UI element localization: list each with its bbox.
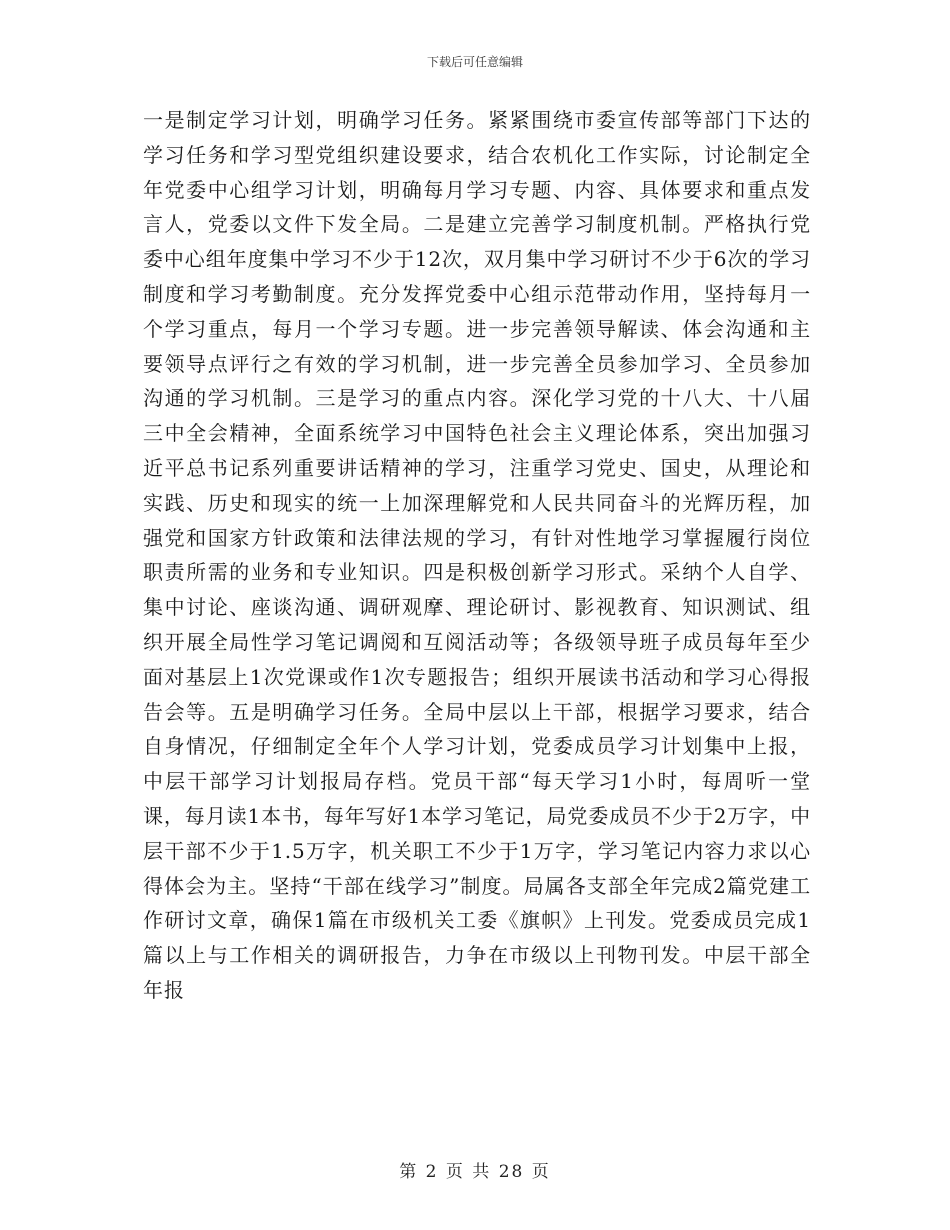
page-number: 第 2 页 共 28 页	[399, 1162, 551, 1182]
page-header: 下载后可任意编辑	[426, 55, 523, 69]
body-paragraph: 一是制定学习计划，明确学习任务。紧紧围绕市委宣传部等部门下达的学习任务和学习型党组织建设要求，结合农机化工作实际，讨论制定全年党委中心组学习计划，明确每月学习专题、内容、具体要求和重点发言人，党委以文件下发全局。二是建立完善学习制度机制。严格执行党委中心组年度集中学习不少于12次，双月集中学习研讨不少于6次的学习制度和学习考勤制度。充分发挥党委中心组示范带动作用，坚持每月一个学习重点，每月一个学习专题。进一步完善领导解读、体会沟通和主要领导点评行之有效的学习机制，进一步完善全员参加学习、全员参加沟通的学习机制。三是学习的重点内容。深化学习党的十八大、十八届三中全会精神，全面系统学习中国特色社会主义理论体系，突出加强习近平总书记系列重要讲话精神的学习，注重学习党史、国史，从理论和实践、历史和现实的统一上加深理解党和人民共同奋斗的光辉历程，加强党和国家方针政策和法律法规的学习，有针对性地学习掌握履行岗位职责所需的业务和专业知识。四是积极创新学习形式。采纳个人自学、集中讨论、座谈沟通、调研观摩、理论研讨、影视教育、知识测试、组织开展全局性学习笔记调阅和互阅活动等；各级领导班子成员每年至少面对基层上1次党课或作1次专题报告；组织开展读书活动和学习心得报告会等。五是明确学习任务。全局中层以上干部，根据学习要求，结合自身情况，仔细制定全年个人学习计划，党委成员学习计划集中上报，中层干部学习计划报局存档。党员干部“每天学习1小时，每周听一堂课，每月读1本书，每年写好1本学习笔记，局党委成员不少于2万字，中层干部不少于1.5万字，机关职工不少于1万字，学习笔记内容力求以心得体会为主。坚持“干部在线学习”制度。局属各支部全年完成2篇党建工作研讨文章，确保1篇在市级机关工委《旗帜》上刊发。党委成员完成1篇以上与工作相关的调研报告，力争在市级以上刊物刊发。中层干部全年报	[143, 108, 811, 1002]
